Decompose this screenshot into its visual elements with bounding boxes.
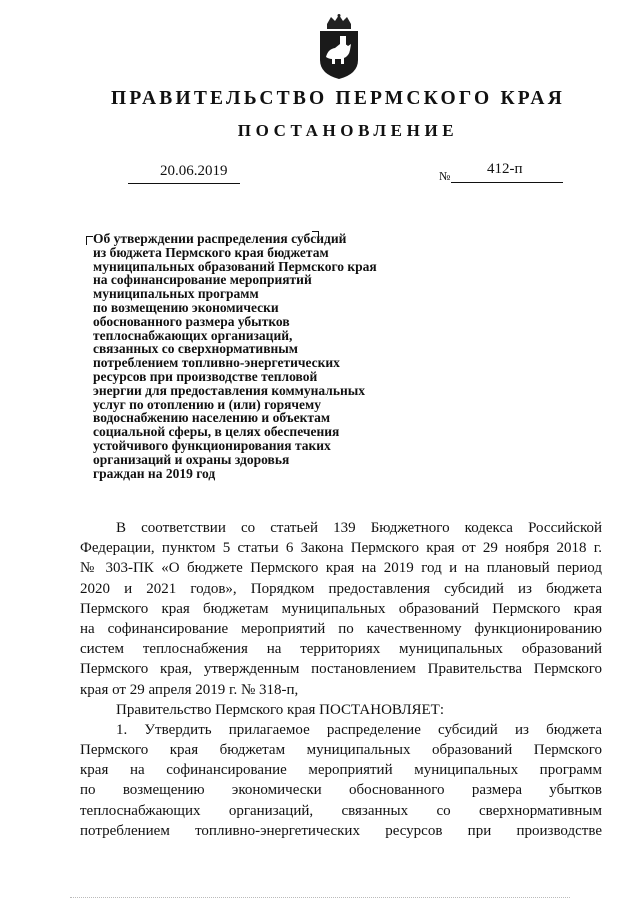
- body-line: на софинансирование мероприятий по качественному функционированию: [80, 620, 602, 637]
- subject-bracket-left: [86, 236, 93, 245]
- body-line: по возмещению экономически обоснованного размера убытков: [80, 782, 602, 799]
- body-line: В соответствии со статьей 139 Бюджетного кодекса Российской: [116, 520, 602, 536]
- subject-line: социальной сферы, в целях обеспечения: [93, 424, 340, 440]
- subject-line: на софинансирование мероприятий: [93, 272, 312, 288]
- body-line: края от 29 апреля 2019 г. № 318-п,: [80, 681, 299, 698]
- number-sign: №: [439, 169, 451, 183]
- subject-line: теплоснабжающих организаций,: [93, 327, 293, 343]
- subject-line: ресурсов при производстве тепловой: [93, 368, 318, 384]
- subject-line: обоснованного размера убытков: [93, 313, 290, 329]
- subject-line: водоснабжению населению и объектам: [93, 410, 331, 426]
- subject-line: потреблением топливно-энергетических: [93, 355, 340, 371]
- body-line: Пермского края бюджетам муниципальных образований Пермского края: [80, 600, 602, 617]
- government-title: ПРАВИТЕЛЬСТВО ПЕРМСКОГО КРАЯ: [111, 88, 565, 109]
- document-type: ПОСТАНОВЛЕНИЕ: [237, 121, 459, 140]
- body-line: систем теплоснабжения на территориях муниципальных образований: [80, 641, 602, 658]
- body-line: 1. Утвердить прилагаемое распределение субсидий из бюджета: [116, 721, 602, 738]
- document-number-field: [451, 160, 563, 183]
- body-line: Пермского края, утвержденным постановлением Правительства Пермского: [80, 661, 602, 678]
- document-body: [80, 518, 602, 841]
- scan-footer-noise: [70, 897, 570, 902]
- subject-line: муниципальных образований Пермского края: [93, 258, 377, 274]
- body-line: края на софинансирование мероприятий муниципальных программ: [80, 762, 602, 779]
- subject-line: связанных со сверхнормативным: [93, 341, 299, 357]
- body-line: № 303-ПК «О бюджете Пермского края на 2019 год и на плановый период: [80, 560, 602, 577]
- document-date: 20.06.2019: [160, 163, 228, 179]
- body-line: 2020 и 2021 годов», Порядком предоставления субсидий из бюджета: [80, 580, 602, 597]
- body-line: теплоснабжающих организаций, связанных со сверхнормативным: [80, 802, 602, 819]
- subject-line: муниципальных программ: [93, 286, 259, 302]
- body-line: потреблением топливно-энергетических ресурсов при производстве: [80, 822, 602, 839]
- subject-line: по возмещению экономически: [93, 299, 279, 315]
- subject-line: услуг по отоплению и (или) горячему: [93, 396, 321, 412]
- body-line-resolution: Правительство Пермского края ПОСТАНОВЛЯЕТ:: [116, 701, 445, 718]
- body-line: Пермского края бюджетам муниципальных образований Пермского: [80, 742, 602, 759]
- document-date-field: [128, 162, 240, 184]
- subject-line: из бюджета Пермского края бюджетам: [93, 244, 329, 260]
- subject-line: организаций и охраны здоровья: [93, 451, 290, 467]
- subject-line: устойчивого функционирования таких: [93, 437, 331, 453]
- subject-line: Об утверждении распределения субсидий: [93, 231, 347, 246]
- subject-line: энергии для предоставления коммунальных: [93, 382, 366, 398]
- subject-line: граждан на 2019 год: [93, 465, 216, 481]
- document-subject: [93, 232, 433, 480]
- coat-of-arms-icon: [318, 14, 360, 80]
- body-line: Федерации, пунктом 5 статьи 6 Закона Пермского края от 29 ноября 2018 г.: [80, 540, 602, 557]
- document-number: 412-п: [487, 161, 523, 177]
